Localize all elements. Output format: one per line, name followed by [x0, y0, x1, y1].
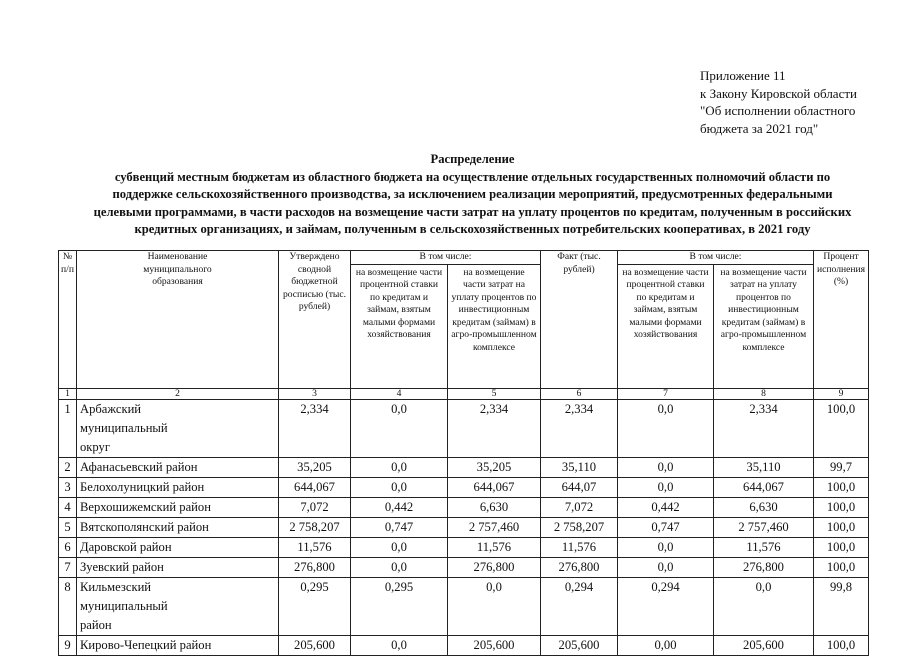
value-cell: 2 758,207	[279, 517, 351, 537]
row-number: 1	[59, 399, 77, 457]
appendix-line: к Закону Кировской области	[700, 85, 857, 101]
column-number: 2	[77, 388, 279, 399]
table-row	[59, 497, 869, 517]
value-cell: 276,800	[541, 557, 618, 577]
value-cell: 0,0	[351, 635, 448, 655]
value-cell: 35,205	[448, 457, 541, 477]
municipality-name: Вятскополянский район	[77, 517, 279, 537]
header-percent: Процент исполнения (%)	[814, 251, 869, 389]
table-row	[59, 577, 869, 635]
value-cell: 100,0	[814, 557, 869, 577]
value-cell: 2 758,207	[541, 517, 618, 537]
row-number: 6	[59, 537, 77, 557]
table-row	[59, 399, 869, 457]
value-cell: 276,800	[714, 557, 814, 577]
value-cell: 6,630	[714, 497, 814, 517]
value-cell: 0,442	[618, 497, 714, 517]
value-cell: 0,747	[618, 517, 714, 537]
column-number: 6	[541, 388, 618, 399]
table-row	[59, 557, 869, 577]
value-cell: 0,294	[618, 577, 714, 635]
value-cell: 0,0	[351, 477, 448, 497]
value-cell: 35,110	[541, 457, 618, 477]
table-row	[59, 517, 869, 537]
value-cell: 11,576	[279, 537, 351, 557]
value-cell: 644,067	[448, 477, 541, 497]
value-cell: 6,630	[448, 497, 541, 517]
row-number: 3	[59, 477, 77, 497]
value-cell: 100,0	[814, 635, 869, 655]
municipality-name: Арбажский муниципальный округ	[77, 399, 279, 457]
value-cell: 35,205	[279, 457, 351, 477]
column-number: 1	[59, 388, 77, 399]
value-cell: 644,07	[541, 477, 618, 497]
value-cell: 0,0	[714, 577, 814, 635]
municipality-name: Кирово-Чепецкий район	[77, 635, 279, 655]
table-row	[59, 537, 869, 557]
table-row	[59, 457, 869, 477]
header-including-1: В том числе:	[351, 251, 541, 265]
value-cell: 0,295	[279, 577, 351, 635]
title-line: целевыми программами, в части расходов на возмещение части затрат на уплату процентов по кредитам, полученным в российских	[93, 204, 852, 219]
value-cell: 100,0	[814, 477, 869, 497]
appendix-note	[700, 67, 857, 137]
value-cell: 99,7	[814, 457, 869, 477]
column-number: 7	[618, 388, 714, 399]
value-cell: 99,8	[814, 577, 869, 635]
value-cell: 0,747	[351, 517, 448, 537]
column-number: 3	[279, 388, 351, 399]
header-col8: на возмещение части затрат на уплату процентов по инвестиционным кредитам (займам) в агро-промышленном комплексе	[714, 264, 814, 388]
value-cell: 100,0	[814, 497, 869, 517]
value-cell: 0,0	[351, 537, 448, 557]
value-cell: 644,067	[279, 477, 351, 497]
column-number-row	[59, 388, 869, 399]
subsidy-table	[58, 250, 869, 656]
column-number: 4	[351, 388, 448, 399]
appendix-line: Приложение 11	[700, 68, 786, 83]
column-number: 5	[448, 388, 541, 399]
value-cell: 7,072	[541, 497, 618, 517]
municipality-name: Белохолуницкий район	[77, 477, 279, 497]
title-line: субвенций местным бюджетам из областного бюджета на осуществление отдельных государственных полномочий области по	[114, 169, 831, 184]
value-cell: 2,334	[714, 399, 814, 457]
value-cell: 7,072	[279, 497, 351, 517]
value-cell: 100,0	[814, 517, 869, 537]
value-cell: 0,0	[618, 557, 714, 577]
title-heading: Распределение	[430, 152, 515, 166]
value-cell: 0,0	[618, 537, 714, 557]
value-cell: 2,334	[448, 399, 541, 457]
value-cell: 0,294	[541, 577, 618, 635]
value-cell: 0,0	[618, 457, 714, 477]
value-cell: 2 757,460	[448, 517, 541, 537]
value-cell: 100,0	[814, 537, 869, 557]
value-cell: 205,600	[279, 635, 351, 655]
municipality-name: Верхошижемский район	[77, 497, 279, 517]
column-number: 8	[714, 388, 814, 399]
header-fact: Факт (тыс. рублей)	[541, 251, 618, 389]
header-approved: Утверждено сводной бюджетной росписью (тыс. рублей)	[279, 251, 351, 389]
value-cell: 0,0	[448, 577, 541, 635]
value-cell: 276,800	[448, 557, 541, 577]
row-number: 8	[59, 577, 77, 635]
value-cell: 35,110	[714, 457, 814, 477]
value-cell: 205,600	[448, 635, 541, 655]
value-cell: 0,0	[618, 399, 714, 457]
row-number: 2	[59, 457, 77, 477]
header-col4: на возмещение части процентной ставки по кредитам и займам, взятым малыми формами хозяйствования	[351, 264, 448, 388]
value-cell: 2,334	[541, 399, 618, 457]
appendix-line: "Об исполнении областного	[700, 103, 856, 118]
value-cell: 11,576	[541, 537, 618, 557]
value-cell: 205,600	[541, 635, 618, 655]
header-col5: на возмещение части затрат на уплату процентов по инвестиционным кредитам (займам) в агро-промышленном комплексе	[448, 264, 541, 388]
document-title	[40, 151, 905, 239]
municipality-name: Зуевский район	[77, 557, 279, 577]
value-cell: 2,334	[279, 399, 351, 457]
municipality-name: Даровской район	[77, 537, 279, 557]
header-name: Наименование муниципального образования	[77, 251, 279, 389]
value-cell: 644,067	[714, 477, 814, 497]
row-number: 7	[59, 557, 77, 577]
value-cell: 0,0	[351, 399, 448, 457]
value-cell: 0,295	[351, 577, 448, 635]
value-cell: 276,800	[279, 557, 351, 577]
municipality-name: Кильмезский муниципальный район	[77, 577, 279, 635]
municipality-name: Афанасьевский район	[77, 457, 279, 477]
value-cell: 11,576	[448, 537, 541, 557]
value-cell: 0,0	[351, 557, 448, 577]
value-cell: 11,576	[714, 537, 814, 557]
table-row	[59, 477, 869, 497]
row-number: 9	[59, 635, 77, 655]
row-number: 5	[59, 517, 77, 537]
row-number: 4	[59, 497, 77, 517]
value-cell: 205,600	[714, 635, 814, 655]
header-no: № п/п	[59, 251, 77, 389]
value-cell: 0,0	[351, 457, 448, 477]
value-cell: 100,0	[814, 399, 869, 457]
value-cell: 0,0	[618, 477, 714, 497]
header-including-2: В том числе:	[618, 251, 814, 265]
appendix-line: бюджета за 2021 год"	[700, 120, 819, 136]
table-row	[59, 635, 869, 655]
value-cell: 0,442	[351, 497, 448, 517]
value-cell: 2 757,460	[714, 517, 814, 537]
value-cell: 0,00	[618, 635, 714, 655]
title-line: поддержке сельскохозяйственного производства, за исключением реализации мероприятий, предусмотренных федеральными	[112, 187, 833, 202]
column-number: 9	[814, 388, 869, 399]
header-col7: на возмещение части процентной ставки по кредитам и займам, взятым малыми формами хозяйствования	[618, 264, 714, 388]
title-line: кредитных организациях, и займам, полученным в сельскохозяйственных потребительских кооперативах, в 2021 году	[134, 222, 811, 237]
